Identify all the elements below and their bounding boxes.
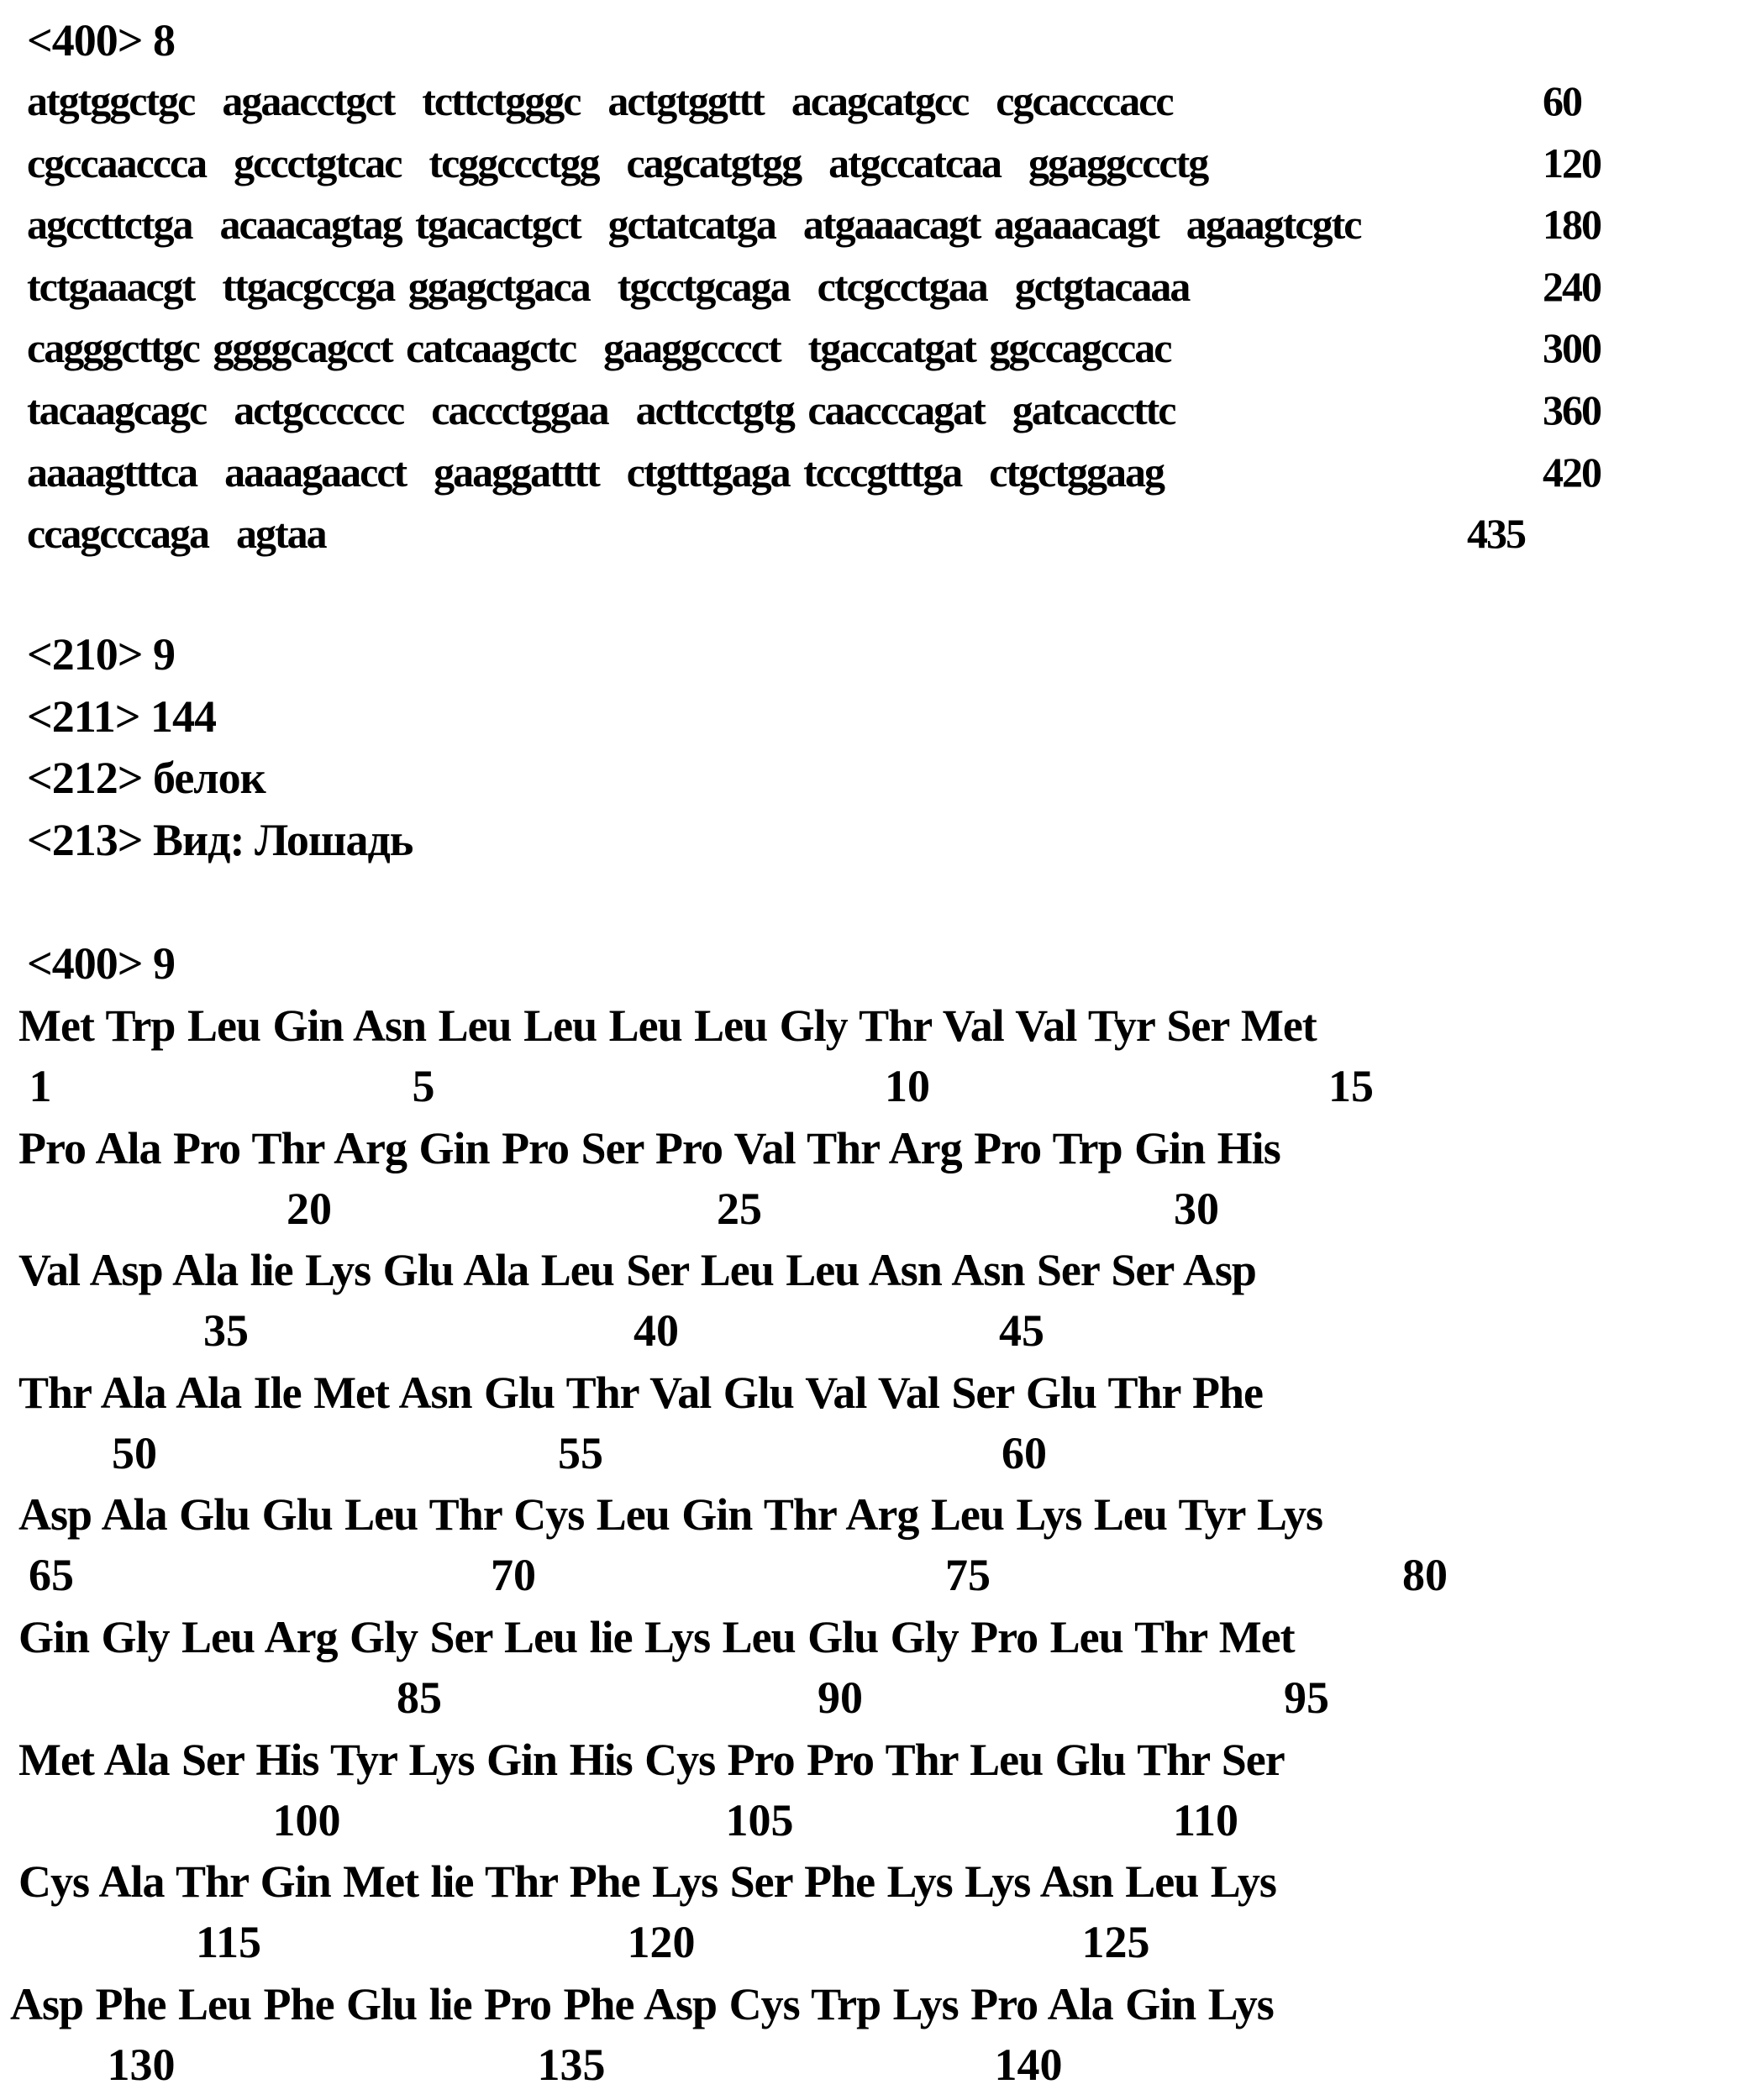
residue-position-number: 20	[287, 1184, 332, 1234]
residue-position-number: 110	[1173, 1795, 1238, 1845]
dna-position-number: 300	[1543, 323, 1601, 373]
protein-residue-row: Thr Ala Ala Ile Met Asn Glu Thr Val Glu Val Val Ser Glu Thr Phe	[18, 1368, 1263, 1418]
protein-residue-row: Gin Gly Leu Arg Gly Ser Leu lie Lys Leu Glu Gly Pro Leu Thr Met	[18, 1612, 1295, 1662]
residue-position-number: 140	[995, 2040, 1063, 2090]
residue-position-number: 70	[491, 1550, 536, 1600]
seq9-header: <400> 9	[27, 938, 175, 989]
dna-position-number: 360	[1543, 385, 1601, 435]
residue-position-number: 55	[558, 1428, 603, 1478]
residue-position-number: 135	[538, 2040, 606, 2090]
dna-position-number: 240	[1543, 261, 1601, 312]
residue-position-number: 125	[1082, 1917, 1150, 1967]
seq9-meta-field: <211> 144	[27, 691, 216, 742]
dna-sequence-line: cgccaaccca gccctgtcac tcggccctgg cagcatgtgg atgccatcaa ggaggccctg	[27, 138, 1531, 188]
seq8-header: <400> 8	[27, 15, 175, 66]
dna-sequence-row	[27, 385, 1601, 435]
residue-position-number: 15	[1328, 1061, 1374, 1111]
dna-sequence-row	[27, 508, 1525, 559]
residue-position-number: 10	[885, 1061, 930, 1111]
residue-position-number: 80	[1402, 1550, 1448, 1600]
seq9-meta-field: <210> 9	[27, 629, 175, 680]
protein-residue-row: Asp Ala Glu Glu Leu Thr Cys Leu Gin Thr Arg Leu Lys Leu Tyr Lys	[18, 1489, 1322, 1540]
residue-position-number: 5	[413, 1061, 435, 1111]
seq9-meta-field: <213> Вид: Лошадь	[27, 815, 413, 865]
dna-sequence-line: tctgaaacgt ttgacgccga ggagctgaca tgcctgcaga ctcgcctgaa gctgtacaaa	[27, 261, 1531, 312]
residue-position-number: 1	[29, 1061, 52, 1111]
protein-residue-row: Cys Ala Thr Gin Met lie Thr Phe Lys Ser Phe Lys Lys Asn Leu Lys	[18, 1856, 1276, 1907]
dna-position-number: 120	[1543, 138, 1601, 188]
dna-position-number: 435	[1467, 508, 1525, 559]
residue-position-number: 75	[945, 1550, 991, 1600]
residue-position-number: 60	[1002, 1428, 1047, 1478]
dna-sequence-line: tacaagcagc actgcccccc caccctggaa acttcctgtg caacccagat gatcaccttc	[27, 385, 1531, 435]
residue-position-number: 25	[717, 1184, 762, 1234]
residue-position-number: 85	[397, 1672, 442, 1723]
protein-residue-row: Met Trp Leu Gin Asn Leu Leu Leu Leu Gly Thr Val Val Tyr Ser Met	[18, 1000, 1317, 1051]
dna-sequence-row	[27, 76, 1581, 126]
protein-residue-row: Asp Phe Leu Phe Glu lie Pro Phe Asp Cys Trp Lys Pro Ala Gin Lys	[10, 1979, 1274, 2029]
protein-residue-row: Pro Ala Pro Thr Arg Gin Pro Ser Pro Val Thr Arg Pro Trp Gin His	[18, 1123, 1280, 1173]
residue-position-number: 35	[203, 1305, 249, 1356]
dna-sequence-row	[27, 323, 1601, 373]
residue-position-number: 45	[999, 1305, 1044, 1356]
dna-sequence-row	[27, 199, 1601, 249]
residue-position-number: 30	[1174, 1184, 1219, 1234]
residue-position-number: 40	[634, 1305, 679, 1356]
residue-position-number: 115	[196, 1917, 261, 1967]
dna-sequence-line: atgtggctgc agaacctgct tcttctgggc actgtggttt acagcatgcc cgcacccacc	[27, 76, 1531, 126]
protein-residue-row: Met Ala Ser His Tyr Lys Gin His Cys Pro Pro Thr Leu Glu Thr Ser	[18, 1735, 1285, 1785]
protein-residue-row: Val Asp Ala lie Lys Glu Ala Leu Ser Leu Leu Asn Asn Ser Ser Asp	[18, 1245, 1256, 1295]
residue-position-number: 50	[112, 1428, 157, 1478]
seq9-meta-field: <212> белок	[27, 753, 266, 803]
dna-sequence-line: aaaagtttca aaaagaacct gaaggatttt ctgtttgaga tcccgtttga ctgctggaag	[27, 447, 1531, 497]
residue-position-number: 65	[29, 1550, 74, 1600]
dna-position-number: 180	[1543, 199, 1601, 249]
dna-sequence-line: ccagcccaga agtaa	[27, 508, 1455, 559]
dna-sequence-line: agccttctga acaacagtag tgacactgct gctatcatga atgaaacagt agaaacagt agaagtcgtc	[27, 199, 1531, 249]
dna-position-number: 60	[1543, 76, 1581, 126]
dna-sequence-row	[27, 447, 1601, 497]
residue-position-number: 95	[1284, 1672, 1329, 1723]
residue-position-number: 130	[108, 2040, 176, 2090]
dna-sequence-line: cagggcttgc ggggcagcct catcaagctc gaaggcccct tgaccatgat ggccagccac	[27, 323, 1531, 373]
dna-sequence-row	[27, 138, 1601, 188]
dna-position-number: 420	[1543, 447, 1601, 497]
residue-position-number: 100	[273, 1795, 341, 1845]
dna-sequence-row	[27, 261, 1601, 312]
residue-position-number: 90	[818, 1672, 863, 1723]
residue-position-number: 120	[628, 1917, 696, 1967]
residue-position-number: 105	[726, 1795, 794, 1845]
